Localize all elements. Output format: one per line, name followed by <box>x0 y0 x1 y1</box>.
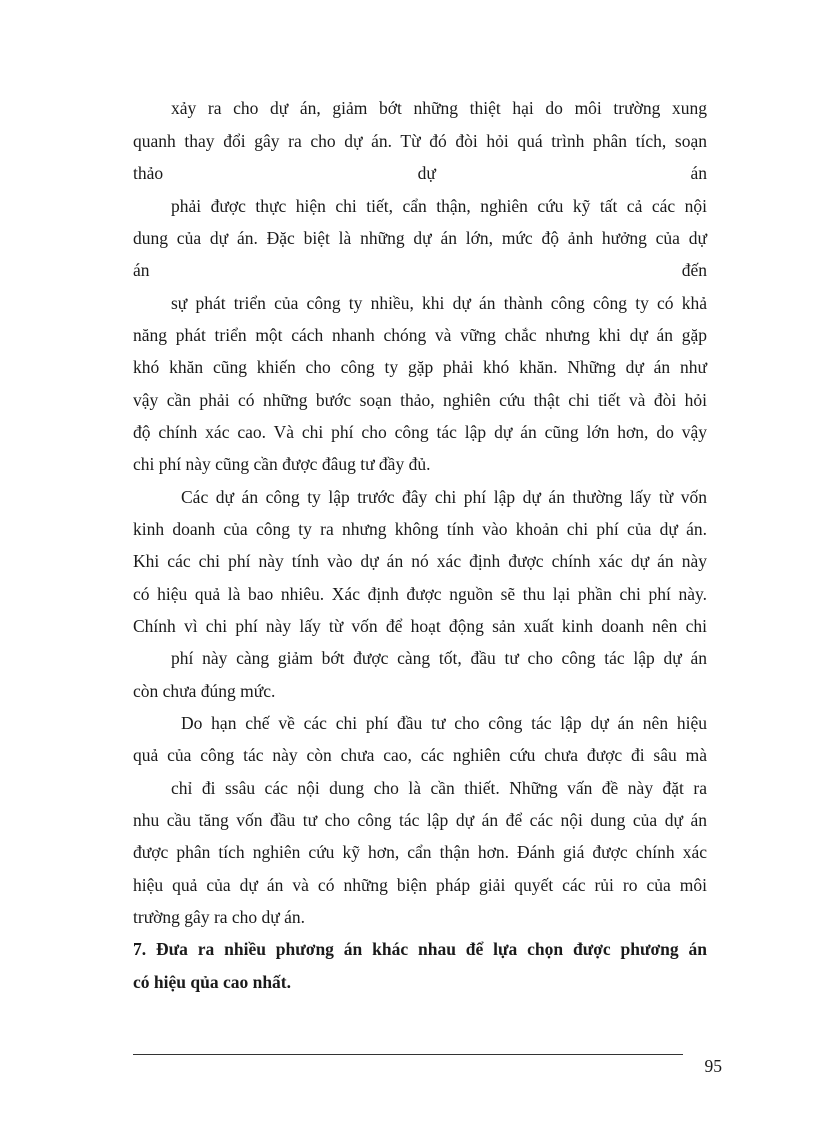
text-line: độ chính xác cao. Và chi phí cho công tác lập dự án cũng lớn hơn, do vậy <box>133 422 707 442</box>
spread-text-line <box>133 161 707 185</box>
section-heading: 7. Đưa ra nhiều phương án khác nhau để lựa chọn được phương án <box>133 939 707 959</box>
word: án <box>690 163 707 183</box>
text-line: vậy cần phải có những bước soạn thảo, nghiên cứu thật chi tiết và đòi hỏi <box>133 390 707 410</box>
text-line: có hiệu quả là bao nhiêu. Xác định được nguồn sẽ thu lại phần chi phí này. <box>133 584 707 604</box>
text-line: dung của dự án. Đặc biệt là những dự án lớn, mức độ ảnh hưởng của dự <box>133 228 707 248</box>
footer-rule <box>133 1054 683 1055</box>
text-line: được phân tích nghiên cứu kỹ hơn, cẩn thận hơn. Đánh giá được chính xác <box>133 842 707 862</box>
word: dự <box>417 163 436 183</box>
section-heading-continued: có hiệu qủa cao nhất. <box>133 972 292 992</box>
text-line: Do hạn chế về các chi phí đầu tư cho công tác lập dự án nên hiệu <box>181 713 707 733</box>
word: thảo <box>133 163 164 183</box>
text-line: Chính vì chi phí này lấy từ vốn để hoạt động sản xuất kinh doanh nên chi <box>133 616 707 636</box>
text-line: năng phát triển một cách nhanh chóng và vững chắc nhưng khi dự án gặp <box>133 325 707 345</box>
text-line: phải được thực hiện chi tiết, cẩn thận, nghiên cứu kỹ tất cả các nội <box>171 196 707 216</box>
spread-text-line <box>133 258 707 282</box>
word: án <box>133 260 150 280</box>
text-line: chi phí này cũng cần được đâug tư đầy đủ. <box>133 454 431 474</box>
page-number: 95 <box>704 1056 722 1076</box>
text-line: chỉ đi ssâu các nội dung cho là cần thiết. Những vấn đề này đặt ra <box>171 778 707 798</box>
text-line: quanh thay đổi gây ra cho dự án. Từ đó đòi hỏi quá trình phân tích, soạn <box>133 131 707 151</box>
text-line: khó khăn cũng khiến cho công ty gặp phải khó khăn. Những dự án như <box>133 357 707 377</box>
text-line: xảy ra cho dự án, giảm bớt những thiệt hại do môi trường xung <box>171 98 707 118</box>
text-line: Các dự án công ty lập trước đây chi phí lập dự án thường lấy từ vốn <box>181 487 707 507</box>
text-line: còn chưa đúng mức. <box>133 681 276 701</box>
text-line: hiệu quả của dự án và có những biện pháp giải quyết các rủi ro của môi <box>133 875 707 895</box>
text-line: nhu cầu tăng vốn đầu tư cho công tác lập dự án để các nội dung của dự án <box>133 810 707 830</box>
text-line: trường gây ra cho dự án. <box>133 907 306 927</box>
text-line: Khi các chi phí này tính vào dự án nó xác định được chính xác dự án này <box>133 551 707 571</box>
text-line: sự phát triển của công ty nhiều, khi dự án thành công công ty có khả <box>171 293 707 313</box>
text-line: kinh doanh của công ty ra nhưng không tính vào khoản chi phí của dự án. <box>133 519 707 539</box>
text-line: quả của công tác này còn chưa cao, các nghiên cứu chưa được đi sâu mà <box>133 745 707 765</box>
word: đến <box>681 260 707 280</box>
text-line: phí này càng giảm bớt được càng tốt, đầu tư cho công tác lập dự án <box>171 648 707 668</box>
